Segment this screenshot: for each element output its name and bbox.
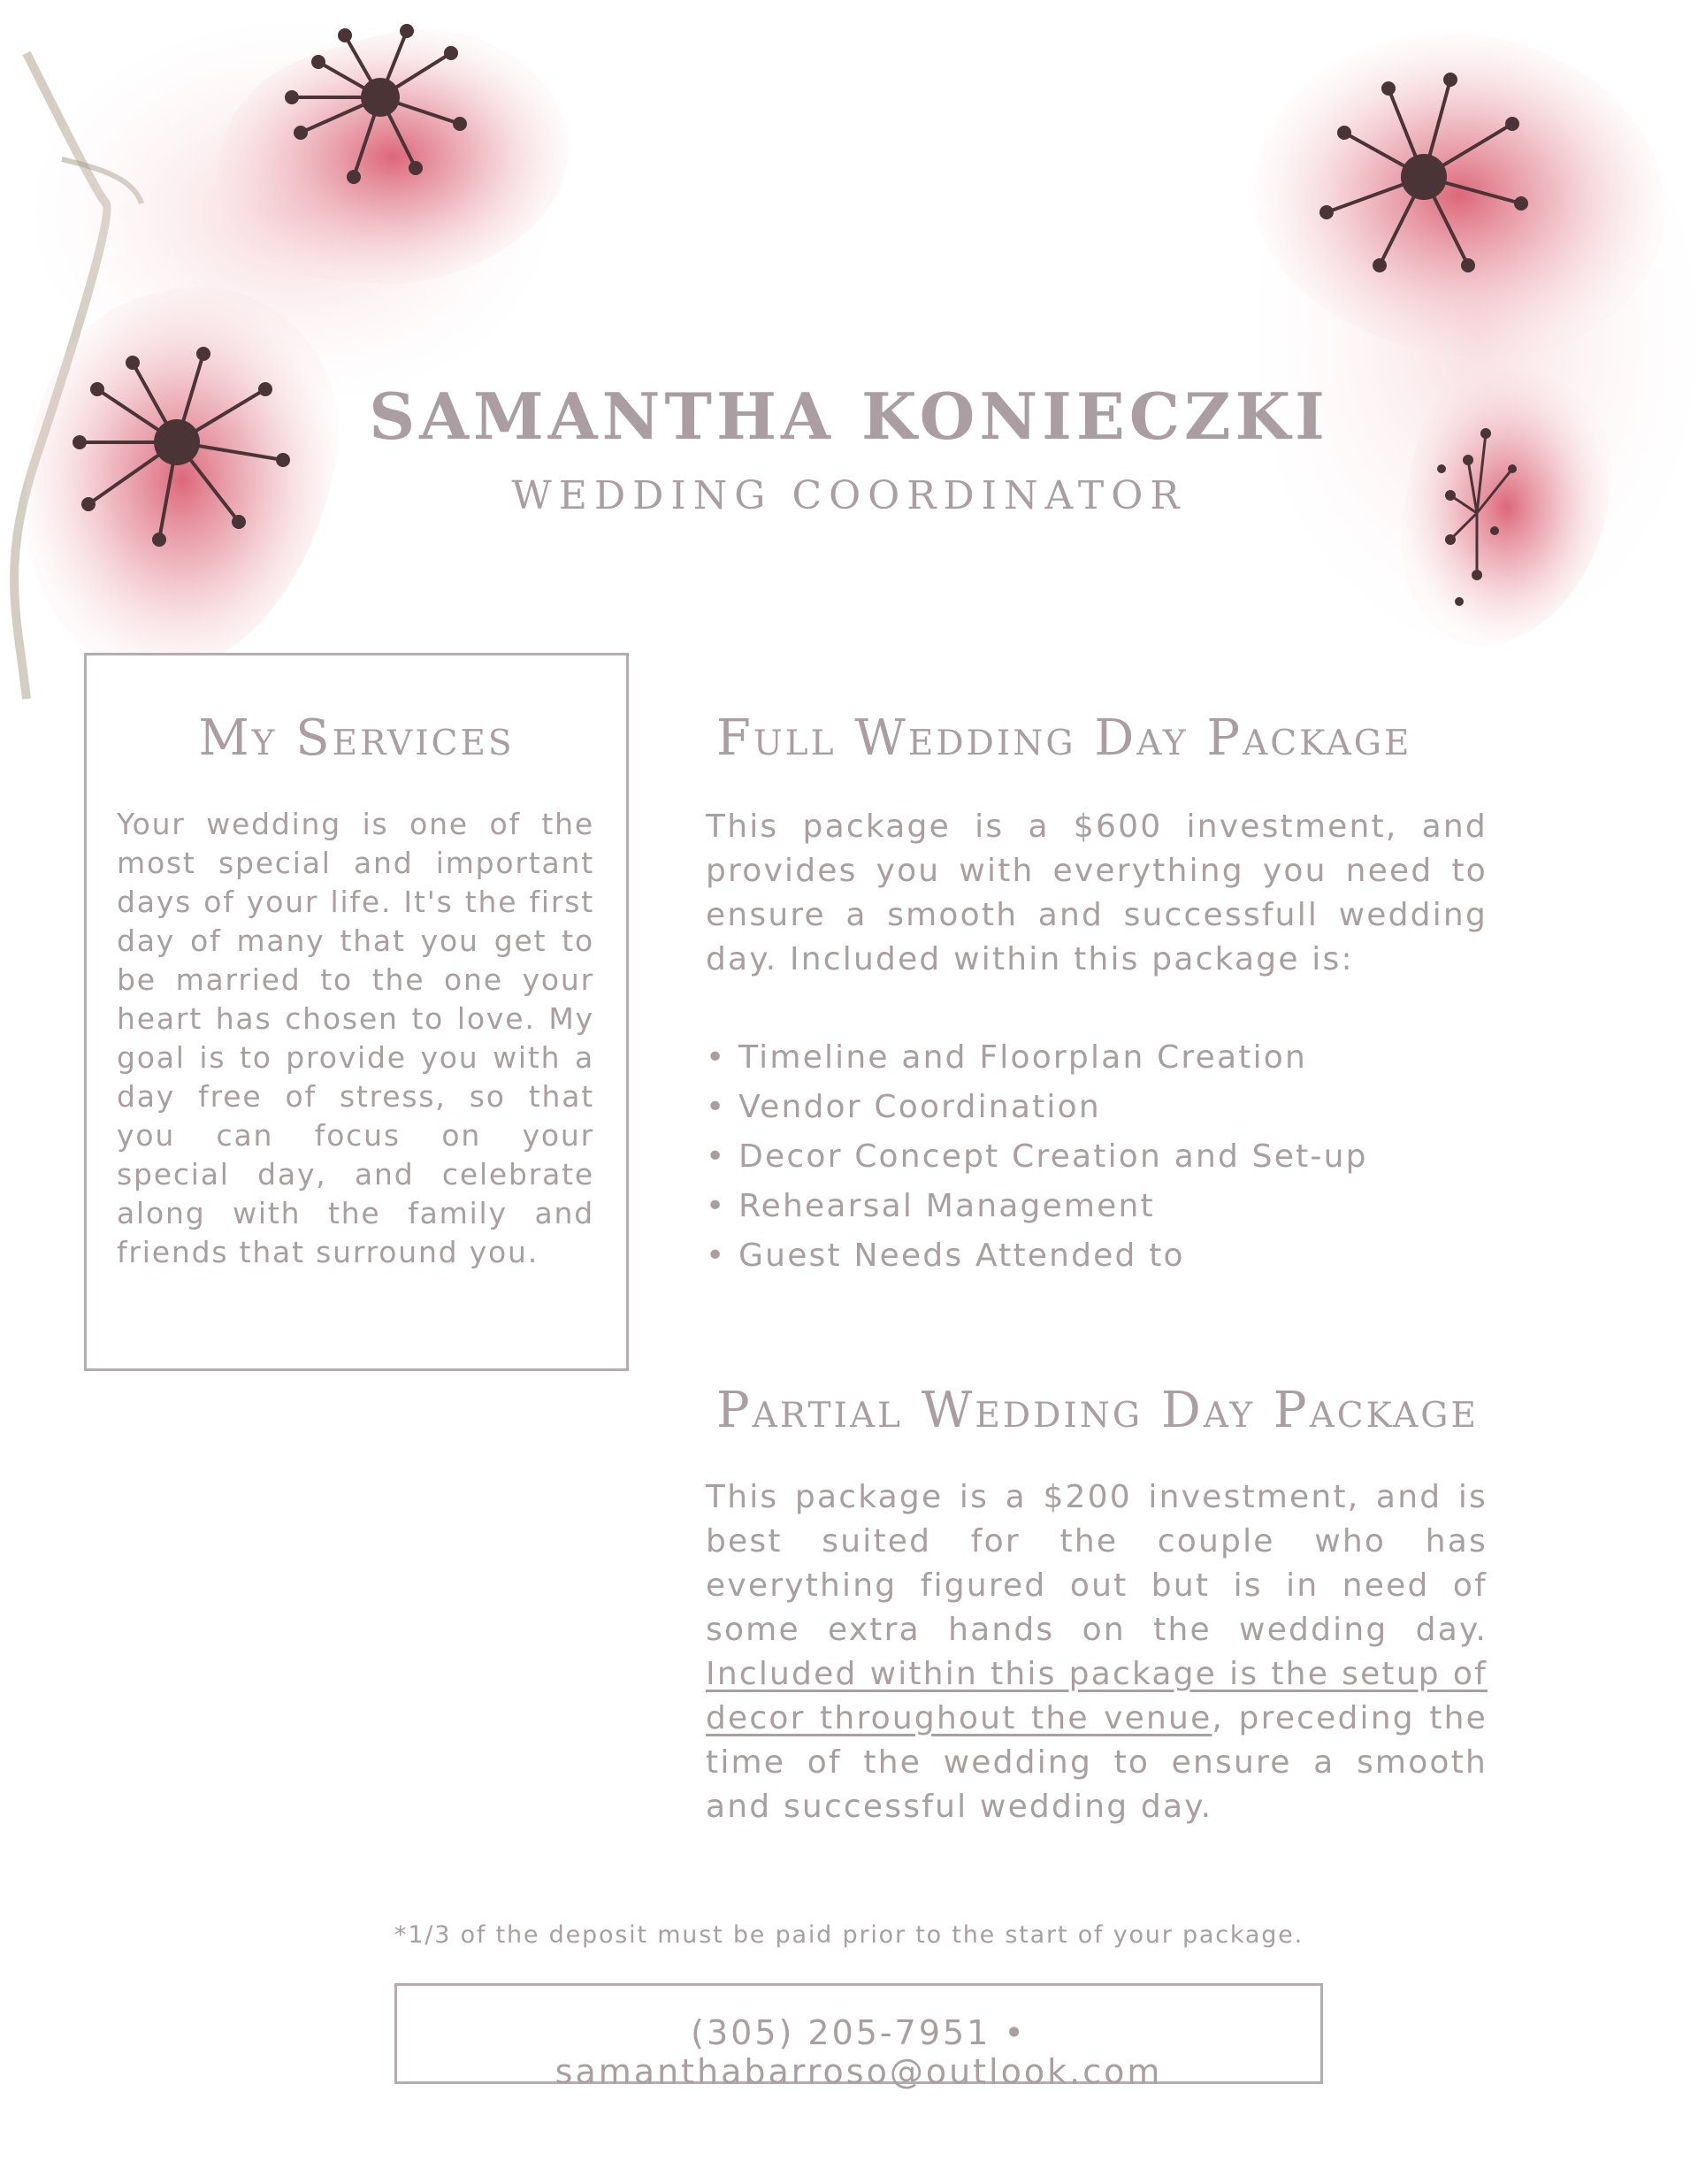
coordinator-title: WEDDING COORDINATOR [511,473,1187,518]
list-item: • Decor Concept Creation and Set-up [706,1138,1368,1175]
list-item: • Vendor Coordination [706,1089,1101,1125]
services-heading: My Services [198,709,515,767]
list-item: • Rehearsal Management [706,1188,1155,1224]
floral-decoration-top-left [0,0,637,725]
floral-decoration-top-right [1185,0,1698,725]
deposit-footnote: *1/3 of the deposit must be paid prior to the start of your package. [394,1921,1304,1949]
partial-package-text-underlined: Included within this package is the setup of decor throughout the venue [706,1656,1488,1736]
services-description: Your wedding is one of the most special and important days of your life. It's the first day of many that you get to be married to the one your heart has chosen to love. My goal is to provide you with a day free of stress, so that you can focus on your special day, and celebrate along with the family and friends that surround you. [117,807,594,1269]
list-item: • Guest Needs Attended to [706,1238,1185,1274]
coordinator-name: SAMANTHA KONIECZKI [369,379,1329,454]
full-package-list [706,1033,1368,1281]
full-package-heading: Full Wedding Day Package [716,709,1412,767]
contact-info: (305) 205-7951 • samanthabarroso@outlook.com [555,2013,1163,2091]
list-item: • Timeline and Floorplan Creation [706,1039,1308,1076]
partial-package-description [706,1475,1488,1829]
partial-package-heading: Partial Wedding Day Package [716,1382,1479,1439]
partial-package-text-start: This package is a $200 investment, and is best suited for the couple who has everything figured out but is in need of some extra hands on the wedding day. [706,1479,1488,1648]
partial-package-text-end: , preceding the time of the wedding to ensure a smooth and successful wedding day. [706,1700,1488,1825]
full-package-description: This package is a $600 investment, and provides you with everything you need to ensure a smooth and successfull wedding day. Included within this package is: [706,808,1488,977]
